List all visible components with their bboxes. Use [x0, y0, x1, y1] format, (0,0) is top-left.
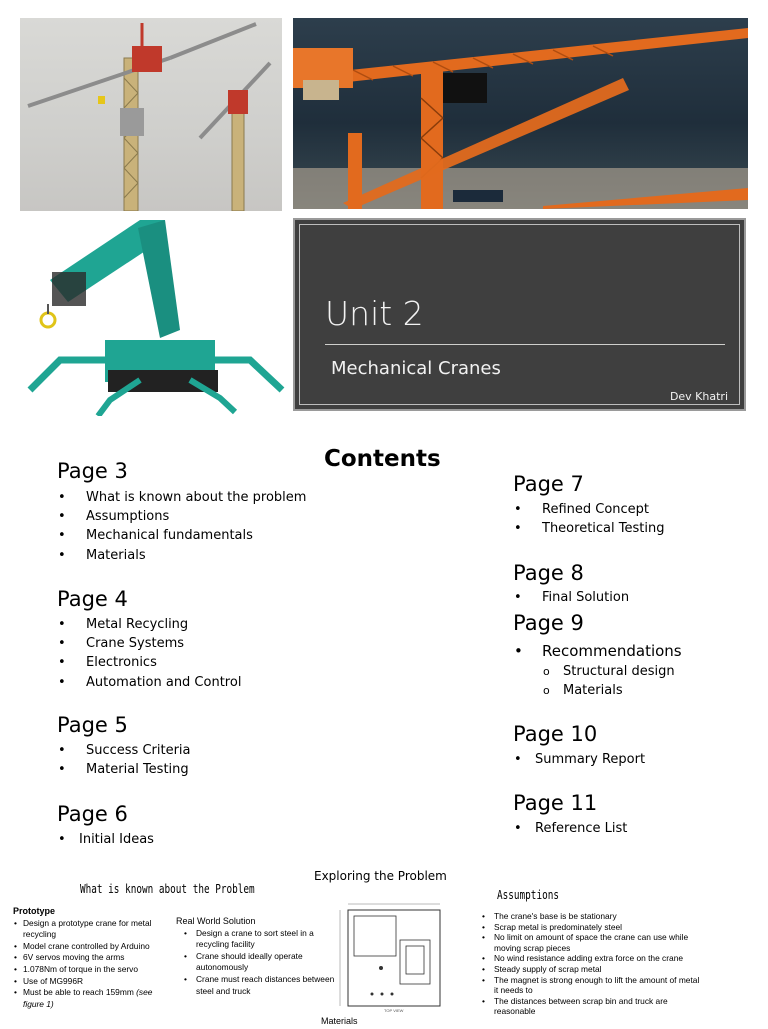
- prototype-item: • Design a prototype crane for metal recycling: [13, 918, 173, 941]
- assumption-item: • No limit on amount of space the crane can use while moving scrap pieces: [474, 932, 700, 953]
- contents-item[interactable]: • Refined Concept: [514, 500, 664, 519]
- contents-list: [514, 750, 645, 769]
- assumption-item: • No wind resistance adding extra force on the crane: [474, 953, 700, 964]
- page-heading: Page 10: [513, 722, 598, 746]
- title-slide: [293, 218, 746, 411]
- page-heading: Page 8: [513, 561, 584, 585]
- page-heading: Page 7: [513, 472, 584, 496]
- contents-item[interactable]: • Reference List: [514, 819, 627, 838]
- contents-sublist: [541, 662, 675, 700]
- orange-cranes-photo: [293, 18, 748, 209]
- prototype-item: • Model crane controlled by Arduino: [13, 941, 173, 953]
- page-heading: Page 5: [57, 713, 128, 737]
- contents-subitem[interactable]: o Structural design: [541, 662, 675, 681]
- unit-subtitle: Mechanical Cranes: [331, 358, 501, 379]
- contents-subitem[interactable]: o Materials: [541, 681, 675, 700]
- assumptions-title: Assumptions: [497, 888, 559, 902]
- page-heading: Page 6: [57, 802, 128, 826]
- contents-list: [58, 615, 241, 692]
- spider-crane-photo: [20, 220, 288, 416]
- contents-item[interactable]: • Assumptions: [58, 507, 306, 526]
- contents-item[interactable]: • Theoretical Testing: [514, 519, 664, 538]
- contents-item[interactable]: • Success Criteria: [58, 741, 191, 760]
- realworld-item: • Crane must reach distances between steel and truck: [176, 974, 336, 997]
- realworld-item: • Design a crane to sort steel in a recycling facility: [176, 928, 336, 951]
- materials-label: Materials: [321, 1016, 358, 1026]
- contents-item[interactable]: • Electronics: [58, 653, 241, 672]
- prototype-item: • 1.078Nm of torque in the servo: [13, 964, 173, 976]
- realworld-block: [176, 916, 336, 997]
- assumption-item: • Steady supply of scrap metal: [474, 964, 700, 975]
- page-heading: Page 11: [513, 791, 598, 815]
- contents-item[interactable]: • Material Testing: [58, 760, 191, 779]
- realworld-title: Real World Solution: [176, 916, 256, 926]
- page-heading: Page 9: [513, 611, 584, 635]
- contents-list: [58, 488, 306, 565]
- contents-item[interactable]: • Mechanical fundamentals: [58, 526, 306, 545]
- prototype-block: [13, 906, 173, 1010]
- contents-list: [514, 500, 664, 538]
- page-heading: Page 3: [57, 459, 128, 483]
- contents-item[interactable]: • What is known about the problem: [58, 488, 306, 507]
- assumption-item: • The crane's base is be stationary: [474, 911, 700, 922]
- exploring-title: Exploring the Problem: [314, 869, 447, 883]
- assumptions-block: [474, 911, 700, 1017]
- contents-list: [58, 741, 191, 779]
- known-title: What is known about the Problem: [80, 882, 255, 896]
- prototype-item: • 6V servos moving the arms: [13, 952, 173, 964]
- contents-heading: Contents: [324, 446, 441, 472]
- author-name: Dev Khatri: [669, 390, 728, 403]
- top-view-label: TOP VIEW: [384, 1008, 404, 1013]
- title-divider: [325, 344, 725, 345]
- assumption-item: • Scrap metal is predominately steel: [474, 922, 700, 933]
- contents-list: [514, 819, 627, 838]
- contents-item[interactable]: • Initial Ideas: [58, 830, 154, 849]
- contents-list: [514, 588, 629, 607]
- prototype-title: Prototype: [13, 906, 56, 916]
- contents-list: [58, 830, 154, 849]
- contents-item[interactable]: • Metal Recycling: [58, 615, 241, 634]
- contents-item[interactable]: • Recommendations: [514, 640, 682, 662]
- prototype-item: • Use of MG996R: [13, 976, 173, 988]
- contents-item[interactable]: • Crane Systems: [58, 634, 241, 653]
- prototype-item: • Must be able to reach 159mm (see figure 1): [13, 987, 173, 1010]
- top-view-drawing: [332, 896, 446, 1024]
- page-heading: Page 4: [57, 587, 128, 611]
- realworld-item: • Crane should ideally operate autonomously: [176, 951, 336, 974]
- assumption-item: • The distances between scrap bin and truck are reasonable: [474, 996, 700, 1017]
- contents-list: [514, 640, 682, 662]
- assumption-item: • The magnet is strong enough to lift the amount of metal it needs to: [474, 975, 700, 996]
- contents-item[interactable]: • Final Solution: [514, 588, 629, 607]
- contents-item[interactable]: • Materials: [58, 546, 306, 565]
- contents-item[interactable]: • Summary Report: [514, 750, 645, 769]
- tower-cranes-photo: [20, 18, 282, 211]
- unit-title: Unit 2: [325, 294, 424, 333]
- contents-item[interactable]: • Automation and Control: [58, 673, 241, 692]
